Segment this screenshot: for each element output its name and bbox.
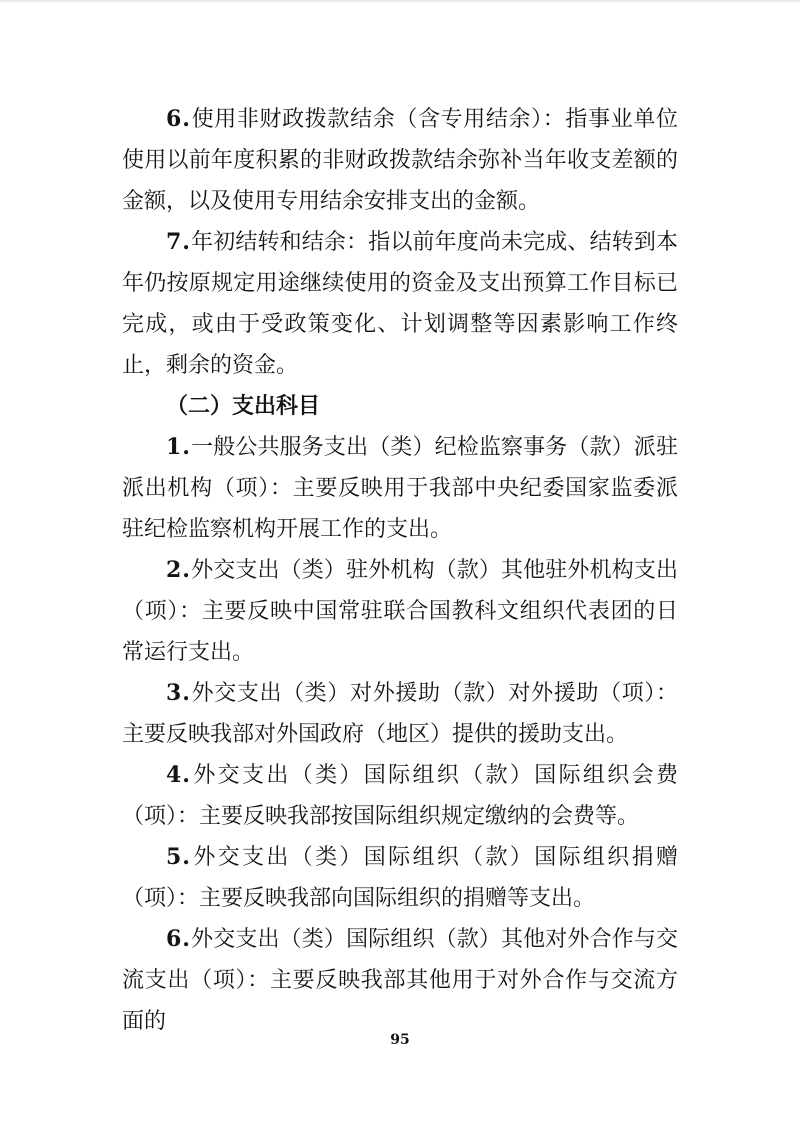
- paragraph-expenditure-6: [122, 919, 678, 1042]
- paragraph-text: 外交支出（类）驻外机构（款）其他驻外机构支出（项）：主要反映中国常驻联合国教科文组织代表团的日常运行支出。: [122, 558, 678, 665]
- paragraph-expenditure-3: [122, 673, 678, 755]
- paragraph-expenditure-5: [122, 837, 678, 919]
- paragraph-income-7: [122, 222, 678, 386]
- paragraph-text: 一般公共服务支出（类）纪检监察事务（款）派驻派出机构（项）：主要反映用于我部中央纪委国家监委派驻纪检监察机构开展工作的支出。: [122, 435, 678, 542]
- paragraph-number: 5.: [166, 844, 191, 870]
- paragraph-number: 2.: [166, 557, 191, 583]
- paragraph-number: 6.: [166, 106, 191, 132]
- paragraph-expenditure-1: [122, 427, 678, 550]
- document-body: [122, 99, 678, 1042]
- paragraph-number: 7.: [166, 229, 191, 255]
- paragraph-text: 年初结转和结余：指以前年度尚未完成、结转到本年仍按原规定用途继续使用的资金及支出预算工作目标已完成，或由于受政策变化、计划调整等因素影响工作终止，剩余的资金。: [122, 230, 678, 378]
- paragraph-number: 1.: [166, 434, 191, 460]
- paragraph-text: 使用非财政拨款结余（含专用结余）：指事业单位使用以前年度积累的非财政拨款结余弥补当年收支差额的金额，以及使用专用结余安排支出的金额。: [122, 107, 678, 214]
- paragraph-number: 6.: [166, 926, 191, 952]
- paragraph-number: 4.: [166, 762, 191, 788]
- paragraph-text: 外交支出（类）国际组织（款）国际组织会费（项）：主要反映我部按国际组织规定缴纳的会费等。: [122, 763, 678, 829]
- page-top-edge: [0, 0, 800, 2]
- paragraph-income-6: [122, 99, 678, 222]
- paragraph-text: 外交支出（类）国际组织（款）其他对外合作与交流支出（项）：主要反映我部其他用于对外合作与交流方面的: [122, 927, 678, 1034]
- paragraph-text: 外交支出（类）国际组织（款）国际组织捐赠（项）：主要反映我部向国际组织的捐赠等支出。: [122, 845, 678, 911]
- paragraph-expenditure-2: [122, 550, 678, 673]
- paragraph-expenditure-4: [122, 755, 678, 837]
- page-number: 95: [390, 1032, 410, 1048]
- paragraph-text: 外交支出（类）对外援助（款）对外援助（项）：主要反映我部对外国政府（地区）提供的援助支出。: [122, 681, 678, 747]
- paragraph-number: 3.: [166, 680, 191, 706]
- section-heading: （二）支出科目: [166, 393, 321, 419]
